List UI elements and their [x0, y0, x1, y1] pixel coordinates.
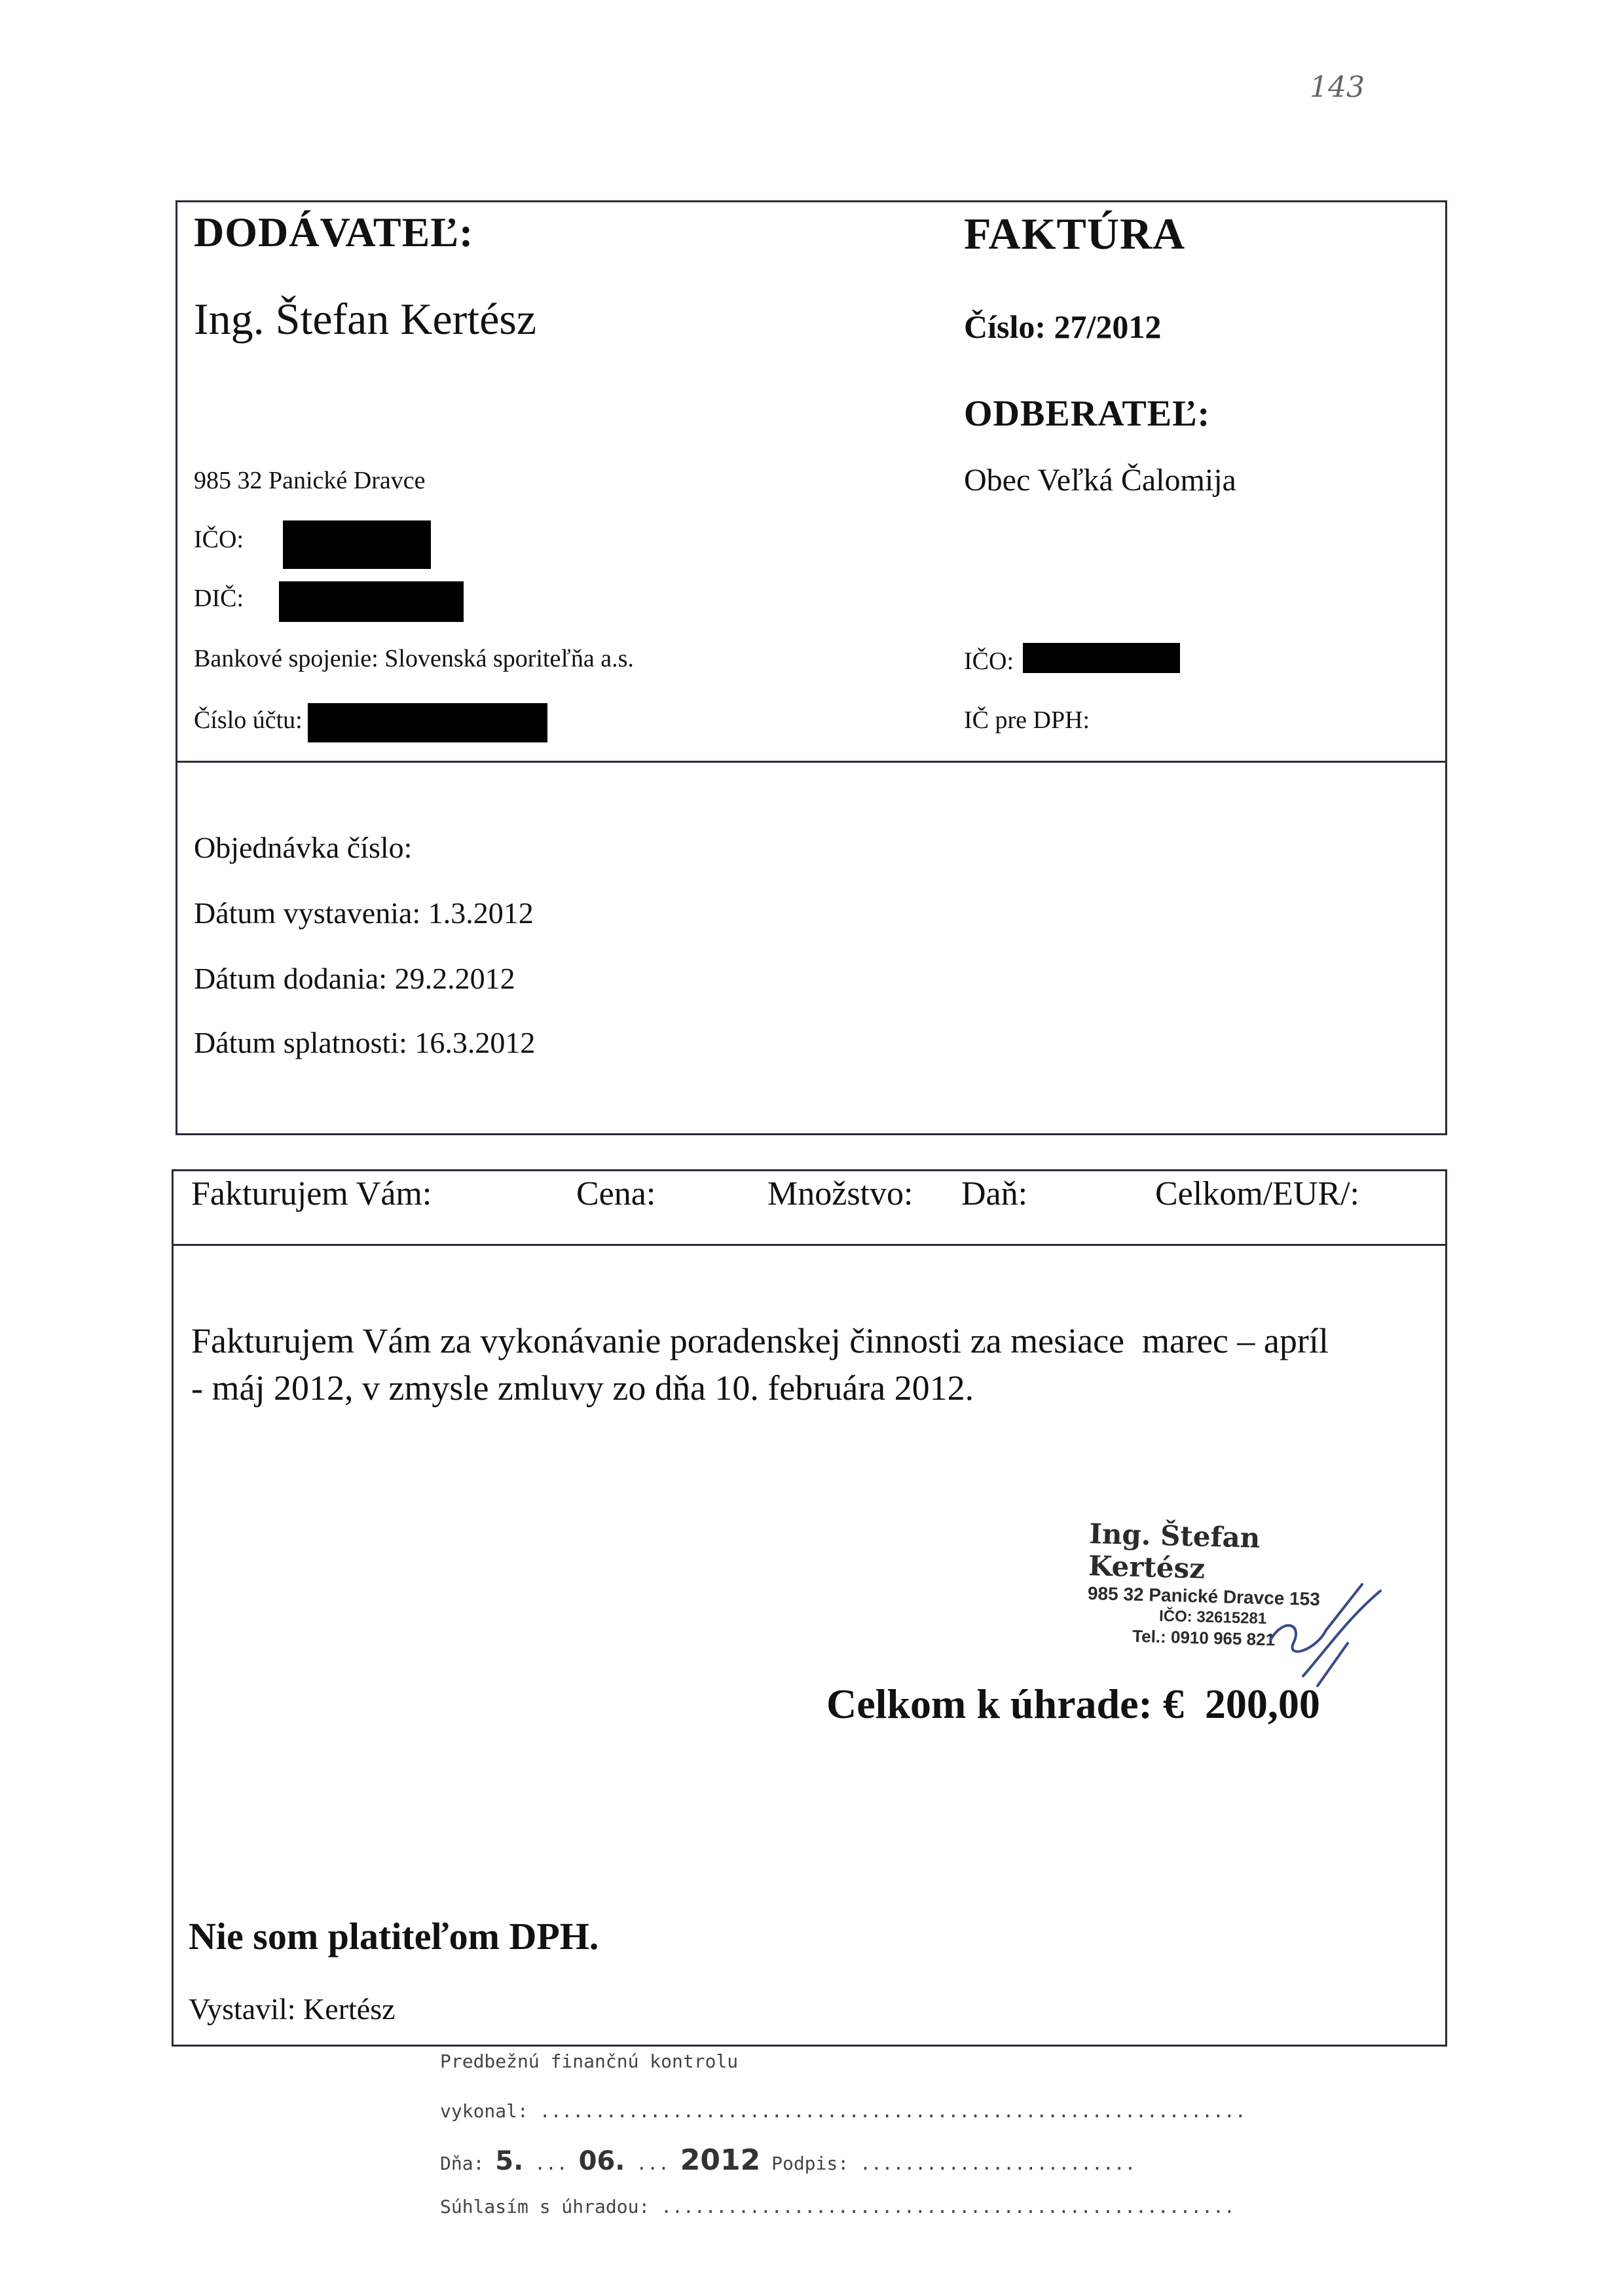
supplier-account-label: Číslo účtu:: [194, 706, 303, 734]
stamp-address: 985 32 Panické Dravce 153: [1087, 1582, 1321, 1610]
supplier-address: 985 32 Panické Dravce: [194, 467, 426, 494]
financial-control-line1: Predbežnú finančnú kontrolu: [440, 2050, 739, 2072]
financial-control-approval: Súhlasím s úhradou: ....................................................: [440, 2196, 1235, 2217]
customer-ic-dph-label: IČ pre DPH:: [964, 706, 1090, 734]
invoice-description-line1: Fakturujem Vám za vykonávanie poradenskej činnosti za mesiace marec – apríl: [191, 1321, 1329, 1360]
delivery-date: Dátum dodania: 29.2.2012: [194, 962, 515, 995]
redaction-customer-ico: [1023, 643, 1180, 673]
column-header-quantity: Množstvo:: [767, 1175, 913, 1212]
total-due: Celkom k úhrade: € 200,00: [826, 1681, 1320, 1727]
customer-heading: ODBERATEĽ:: [964, 393, 1211, 434]
customer-name: Obec Veľká Čalomija: [964, 463, 1236, 498]
invoice-number: Číslo: 27/2012: [964, 308, 1162, 345]
financial-control-date-label: Dňa:: [440, 2153, 485, 2174]
column-header-total: Celkom/EUR/:: [1155, 1175, 1359, 1212]
customer-ico-label: IČO:: [964, 647, 1014, 675]
financial-control-date-row: Dňa: 5. ... 06. ... 2012 Podpis: .........................: [440, 2143, 1136, 2177]
supplier-ico-label: IČO:: [194, 526, 244, 553]
page-number-mark: 143: [1310, 71, 1365, 104]
order-number: Objednávka číslo:: [194, 831, 413, 864]
vat-note: Nie som platiteľom DPH.: [189, 1915, 599, 1958]
supplier-heading: DODÁVATEĽ:: [194, 209, 474, 255]
due-date: Dátum splatnosti: 16.3.2012: [194, 1026, 536, 1059]
invoice-title: FAKTÚRA: [964, 209, 1186, 259]
redaction-supplier-dic: [279, 581, 464, 622]
invoice-description-line2: - máj 2012, v zmysle zmluvy zo dňa 10. februára 2012.: [191, 1368, 974, 1408]
financial-control-date-day: 5.: [495, 2146, 524, 2176]
stamp-ico: IČO: 32615281: [1158, 1607, 1267, 1628]
financial-control-signature-label: Podpis: .........................: [771, 2153, 1136, 2174]
financial-control-date-month: 06.: [578, 2146, 625, 2176]
redaction-account-number: [308, 703, 547, 742]
items-header-divider: [172, 1244, 1445, 1246]
supplier-name: Ing. Štefan Kertész: [194, 294, 537, 344]
column-header-item: Fakturujem Vám:: [191, 1175, 432, 1212]
issued-by: Vystavil: Kertész: [189, 1992, 396, 2026]
issue-date: Dátum vystavenia: 1.3.2012: [194, 896, 534, 930]
signature: [1264, 1578, 1395, 1696]
financial-control-date-year: 2012: [680, 2143, 761, 2177]
header-divider: [175, 761, 1445, 763]
financial-control-performed-by: vykonal: ................................................................: [440, 2100, 1246, 2122]
stamp-tel: Tel.: 0910 965 821: [1132, 1626, 1276, 1650]
column-header-tax: Daň:: [961, 1175, 1028, 1212]
redaction-supplier-ico: [283, 520, 431, 569]
stamp-name: Ing. Štefan Kertész: [1088, 1518, 1261, 1585]
column-header-price: Cena:: [576, 1175, 656, 1212]
supplier-bank: Bankové spojenie: Slovenská sporiteľňa a.s.: [194, 645, 634, 672]
supplier-dic-label: DIČ:: [194, 585, 244, 612]
